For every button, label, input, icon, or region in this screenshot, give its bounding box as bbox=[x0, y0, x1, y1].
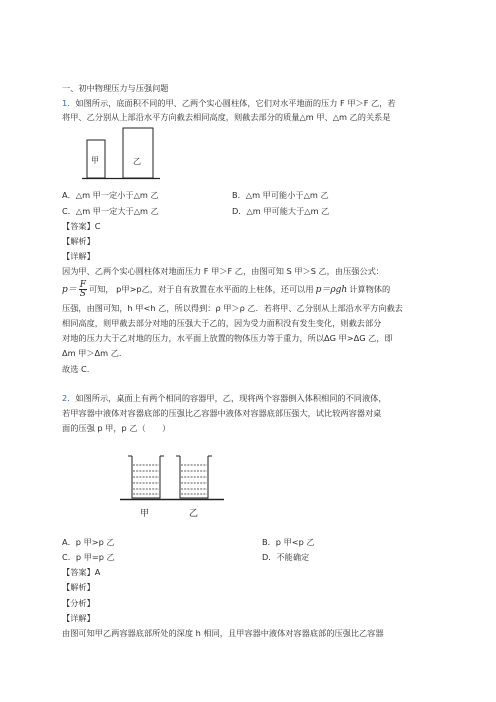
q1-figure bbox=[82, 124, 162, 182]
q1-detail-line5: 对地的压力大于乙对地的压力，水平面上放置的物体压力等于重力，所以ΔG 甲>ΔG 乙，即 bbox=[62, 333, 393, 343]
q1-figure-label-yi: 乙 bbox=[133, 157, 141, 166]
q1-number: 1． bbox=[62, 98, 76, 108]
q2-figure bbox=[118, 452, 228, 524]
q2-detail-line1: 由图可知甲乙两容器底部所处的深度 h 相同，且甲容器中液体对容器底部的压强比乙容器 bbox=[62, 628, 384, 638]
formula-rho: p＝ρgh bbox=[315, 285, 348, 295]
q2-option-a: A．p 甲>p 乙 bbox=[62, 537, 115, 547]
q2-analysis2: 【分析】 bbox=[62, 598, 95, 608]
q2-stem-line2: 若甲容器中液体对容器底部的压强比乙容器中液体对容器底部压强大，试比较两容器对桌 bbox=[62, 408, 382, 418]
q1-conclusion: 故选 C. bbox=[62, 364, 90, 374]
formula-denominator: S bbox=[79, 289, 86, 299]
q2-stem-line3: 面的压强 p 甲，p 乙（ ） bbox=[62, 423, 171, 433]
q2-stem-line1: 2．如图所示，桌面上有两个相同的容器甲，乙，现将两个容器倒入体积相同的不同液体， bbox=[62, 393, 387, 403]
cylinder-yi bbox=[123, 128, 153, 178]
q1-option-c: C．△m 甲一定大于△m 乙 bbox=[62, 206, 159, 216]
q1-detail-line3: 压强，由图可知，h 甲<h 乙，所以得到：ρ 甲＞ρ 乙．若将甲、乙分别从上部沿水平方向截去 bbox=[62, 303, 403, 313]
q2-option-c: C．p 甲=p 乙 bbox=[62, 552, 115, 562]
formula-fraction bbox=[79, 281, 87, 298]
q1-detail-line4: 相同高度，则甲截去部分对地的压强大于乙的，因为受力面积没有发生变化，则截去部分 bbox=[62, 318, 382, 328]
container-yi bbox=[176, 456, 212, 498]
q1-stem-line2: 将甲、乙分别从上部沿水平方向截去相同高度，则截去部分的质量△m 甲、△m 乙的关系是 bbox=[62, 112, 391, 122]
q1-figure-label-jia: 甲 bbox=[91, 156, 99, 165]
container-jia bbox=[128, 456, 164, 498]
q2-option-d: D．不能确定 bbox=[262, 552, 310, 562]
q2-analysis: 【解析】 bbox=[62, 582, 95, 592]
section-title: 一、初中物理压力与压强问题 bbox=[62, 83, 169, 93]
formula-p: p＝ bbox=[62, 285, 77, 295]
q1-detail-line6: Δm 甲＞Δm 乙． bbox=[62, 348, 128, 358]
q1-answer: 【答案】C bbox=[62, 221, 101, 231]
q1-option-a: A．△m 甲一定小于△m 乙 bbox=[62, 190, 159, 200]
q1-detail-line2-end: 计算物体的 bbox=[349, 284, 391, 294]
formula-numerator: F bbox=[79, 280, 87, 290]
q2-figure-label-jia: 甲 bbox=[140, 509, 150, 519]
q2-explain-label: 【详解】 bbox=[62, 613, 95, 623]
q1-explain-label: 【详解】 bbox=[62, 251, 95, 261]
q2-number: 2． bbox=[62, 393, 76, 403]
q1-stem-line1: 1．如图所示，底面积不同的甲、乙两个实心圆柱体，它们对水平地面的压力 F 甲＞F 乙，若 bbox=[62, 98, 396, 108]
q1-option-d: D．△m 甲可能大于△m 乙 bbox=[232, 206, 330, 216]
q1-option-b: B．△m 甲可能小于△m 乙 bbox=[232, 190, 329, 200]
q2-figure-label-yi: 乙 bbox=[189, 509, 199, 519]
q2-option-b: B．p 甲<p 乙 bbox=[262, 537, 315, 547]
q1-formula-line bbox=[62, 281, 390, 298]
q1-detail-line1: 因为甲、乙两个实心圆柱体对地面压力 F 甲＞F 乙，由图可知 S 甲＞S 乙，由压强公式： bbox=[62, 266, 384, 276]
q1-analysis: 【解析】 bbox=[62, 236, 95, 246]
q1-detail-line2-mid: 可知， p甲>p乙，对于自有放置在水平面的上柱体，还可以用 bbox=[89, 284, 314, 294]
q2-answer: 【答案】A bbox=[62, 567, 101, 577]
